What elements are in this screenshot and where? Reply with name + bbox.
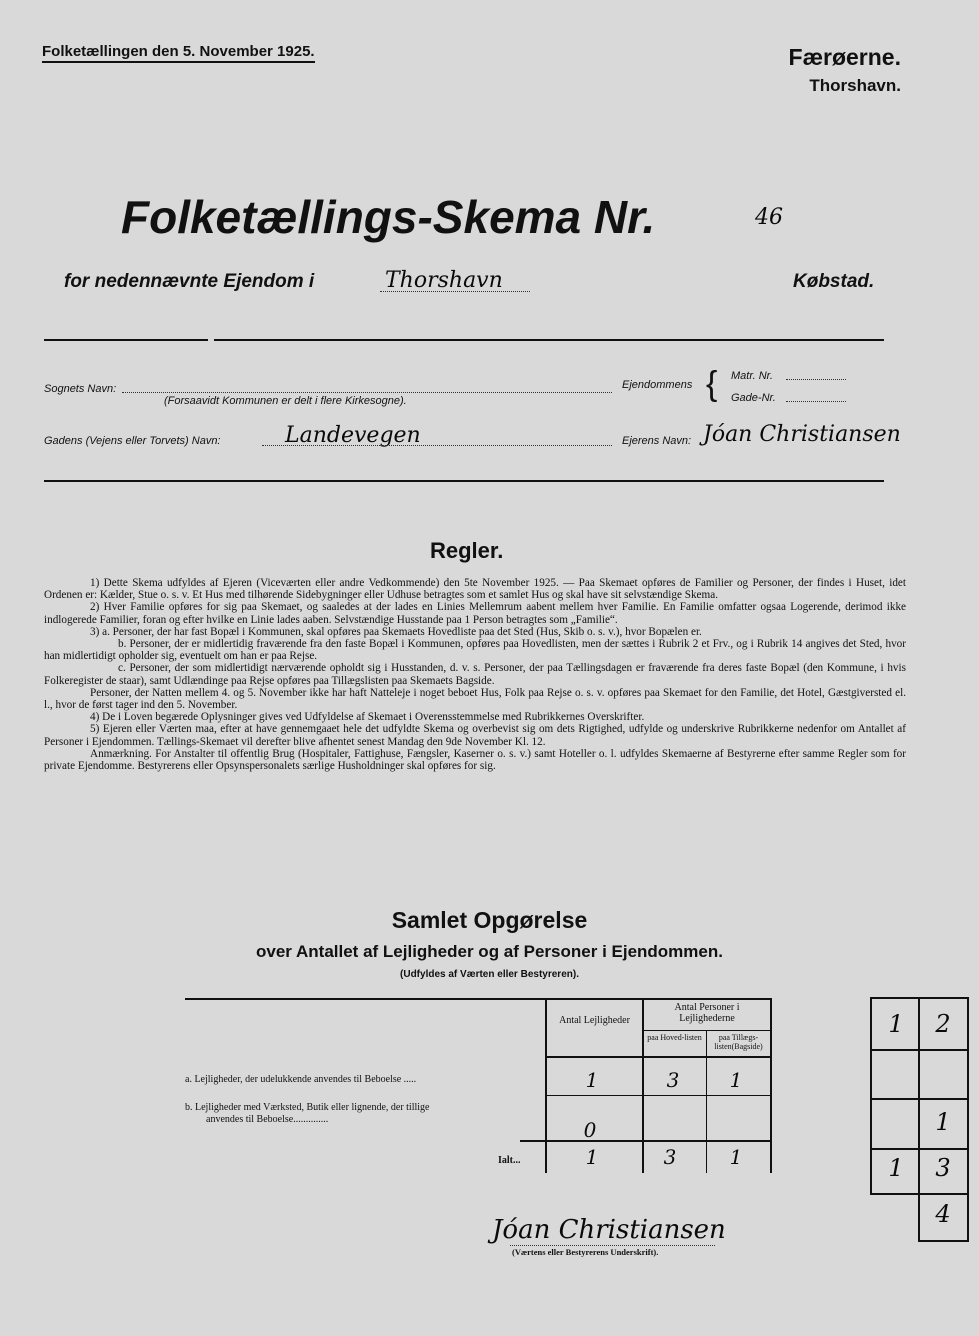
side-box-r2c2[interactable]: 1 (935, 1108, 951, 1136)
region-name: Færøerne. (788, 44, 901, 70)
rule-3a: 3) a. Personer, der har fast Bopæl i Kommunen, skal opføres paa Skemaets Hovedliste paa det Sted (Hus, Skib o. s. v.), hvor Bopælen er. (90, 625, 702, 638)
cell-total-hoved[interactable]: 3 (663, 1145, 677, 1169)
rules-title: Regler. (430, 538, 504, 563)
summary-subtitle: over Antallet af Lejligheder og af Personer i Ejendommen. (256, 942, 723, 961)
cell-a-antal[interactable]: 1 (585, 1068, 599, 1092)
col-persons-header: Antal Personer i Lejlighederne (674, 1002, 740, 1024)
property-group-label: Ejendommens (622, 379, 693, 391)
col-antal-header: Antal Lejligheder (559, 1015, 630, 1026)
rule-3c-note: Personer, der Natten mellem 4. og 5. November ikke har haft Natteleje i noget beboet Hus, Folk paa Rejse o. s. v. opføres paa Skemaet for den Familie, det Hotel, Gæstgiversted el. l., hvor de først tager ind den 5. November. (44, 686, 906, 712)
street-underline (262, 445, 612, 446)
cell-b-antal[interactable]: 0 (583, 1118, 597, 1142)
rule-3b: b. Personer, der er midlertidig fraværende fra den faste Bopæl i Kommunen, opføres paa Hovedlisten, men der sættes i Rubrik 2 et Frv., og i Rubrik 14 angives det Sted, hvor han midlertidigt opholder sig, eventuelt om han er paa Rejse. (44, 638, 906, 663)
rule-note: Anmærkning. For Anstalter til offentlig Brug (Hospitaler, Fattighuse, Fængsler, Kaserner o. s. v.) samt Hoteller o. l. udfyldes Skemaerne af Bestyrerne efter samme Regler som for private Ejendomme. Bestyrerens eller Opsynspersonalets særlige Husholdninger skal opføres for sig. (44, 747, 906, 773)
parish-field[interactable] (122, 392, 612, 393)
side-box-r3c1[interactable]: 1 (888, 1154, 904, 1182)
col-tillaeg-header: paa Tillægs-listen(Bagside) (714, 1033, 763, 1051)
side-box-border (870, 997, 872, 1195)
side-box-border (918, 997, 920, 1242)
table-border (770, 998, 772, 1173)
matr-field[interactable] (786, 379, 846, 380)
table-border (520, 1140, 771, 1142)
property-town-field[interactable]: Thorshavn (385, 268, 503, 293)
kobstad-label: Købstad. (793, 271, 875, 292)
gade-field[interactable] (786, 401, 846, 402)
street-field[interactable]: Landevegen (285, 423, 421, 448)
col-hoved-header: paa Hoved-listen (647, 1033, 702, 1042)
row-b-label: b. Lejligheder med Værksted, Butik eller lignende, der tillige (185, 1102, 430, 1113)
table-border (545, 998, 547, 1173)
row-total-label: Ialt... (498, 1155, 521, 1166)
street-label: Gadens (Vejens eller Torvets) Navn: (44, 435, 221, 447)
owner-signature[interactable]: Jóan Christiansen (492, 1215, 726, 1245)
signature-line (510, 1245, 715, 1246)
side-box-r1c1[interactable]: 1 (888, 1010, 904, 1038)
form-number[interactable]: 46 (755, 205, 783, 230)
divider-line (44, 480, 884, 482)
rule-4: 4) De i Loven begærede Oplysninger gives ved Udfyldelse af Skemaet i Overensstemmelse med Rubrikkernes Overskrifter. (90, 711, 645, 724)
divider-line (214, 339, 884, 341)
rule-5: 5) Ejeren eller Værten maa, efter at have gennemgaaet hele det udfyldte Skema og overbevist sig om dets Rigtighed, udfylde og underskrive Rubrikkerne nedenfor om Antallet af Personer i Ejendommen. Tællings-Skemaet vil derefter blive afhentet senest Mandag den 9de November Kl. 12. (44, 723, 906, 748)
parish-label: Sognets Navn: (44, 383, 117, 395)
divider-line (44, 339, 208, 341)
row-a-label: a. Lejligheder, der udelukkende anvendes til Beboelse ..... (185, 1074, 417, 1085)
form-title: Folketællings-Skema Nr. (121, 191, 656, 243)
cell-total-antal[interactable]: 1 (585, 1145, 599, 1169)
parish-note: (Forsaavidt Kommunen er delt i flere Kirkesogne). (164, 395, 407, 407)
row-b-label-2: anvendes til Beboelse.............. (206, 1114, 329, 1125)
cell-a-tillaeg[interactable]: 1 (729, 1068, 743, 1092)
side-box-border (918, 1240, 969, 1242)
cell-total-tillaeg[interactable]: 1 (729, 1145, 743, 1169)
cell-a-hoved[interactable]: 3 (666, 1068, 680, 1092)
property-town-underline (380, 291, 530, 292)
signature-caption: (Værtens eller Bestyrerens Underskrift). (512, 1247, 659, 1257)
side-box-border (967, 997, 969, 1242)
summary-note: (Udfyldes af Værten eller Bestyreren). (400, 969, 579, 980)
table-border (643, 1030, 771, 1031)
table-border (185, 998, 772, 1000)
owner-label: Ejerens Navn: (622, 435, 692, 447)
rule-3c: c. Personer, der som midlertidigt nærværende opholdt sig i Husstanden, d. v. s. Personer, der paa Tællingsdagen er fraværende fra deres faste Bopæl (den Kommune, i hvis Folkeregister de staar), samt Udlændinge paa Rejse opføres paa Tillægslisten paa Skemaets Bagside. (44, 662, 906, 687)
matr-label: Matr. Nr. (731, 370, 773, 382)
table-border (545, 1095, 771, 1096)
brace-icon: { (706, 365, 718, 403)
census-date-header: Folketællingen den 5. November 1925. (42, 43, 315, 63)
rules-text (44, 577, 906, 772)
property-label: for nedennævnte Ejendom i (64, 271, 315, 292)
side-box-r4c2[interactable]: 4 (935, 1200, 951, 1228)
town-name: Thorshavn. (809, 76, 901, 95)
gade-label: Gade-Nr. (731, 392, 776, 404)
summary-title: Samlet Opgørelse (391, 907, 588, 933)
owner-field[interactable]: Jóan Christiansen (703, 422, 901, 447)
rule-1: 1) Dette Skema udfyldes af Ejeren (Viceværten eller andre Vedkommende) den 5te November 1925. — Paa Skemaet opføres de Familier og Personer, der findes i Huset, idet Ordenen er: Kælder, Stue o. s. v. Et Hus med tilhørende Sidebygninger eller Udhuse betragtes som et samlet Hus og skal have sit selvstændige Skema. (44, 577, 906, 602)
side-box-r3c2[interactable]: 3 (935, 1154, 951, 1182)
table-border (545, 1056, 771, 1058)
side-box-r1c2[interactable]: 2 (935, 1010, 951, 1038)
rule-2: 2) Hver Familie opføres for sig paa Skemaet, og saaledes at der lades en Linies Mellemrum aabent mellem hver Familie. En Familie omfatter ogsaa Logerende, derimod ikke indlogerede Familier, foran og efter hvilke en Linie lades aaben. Selvstændige Husstande paa 1 Person betragtes som „Familie“. (44, 601, 906, 626)
